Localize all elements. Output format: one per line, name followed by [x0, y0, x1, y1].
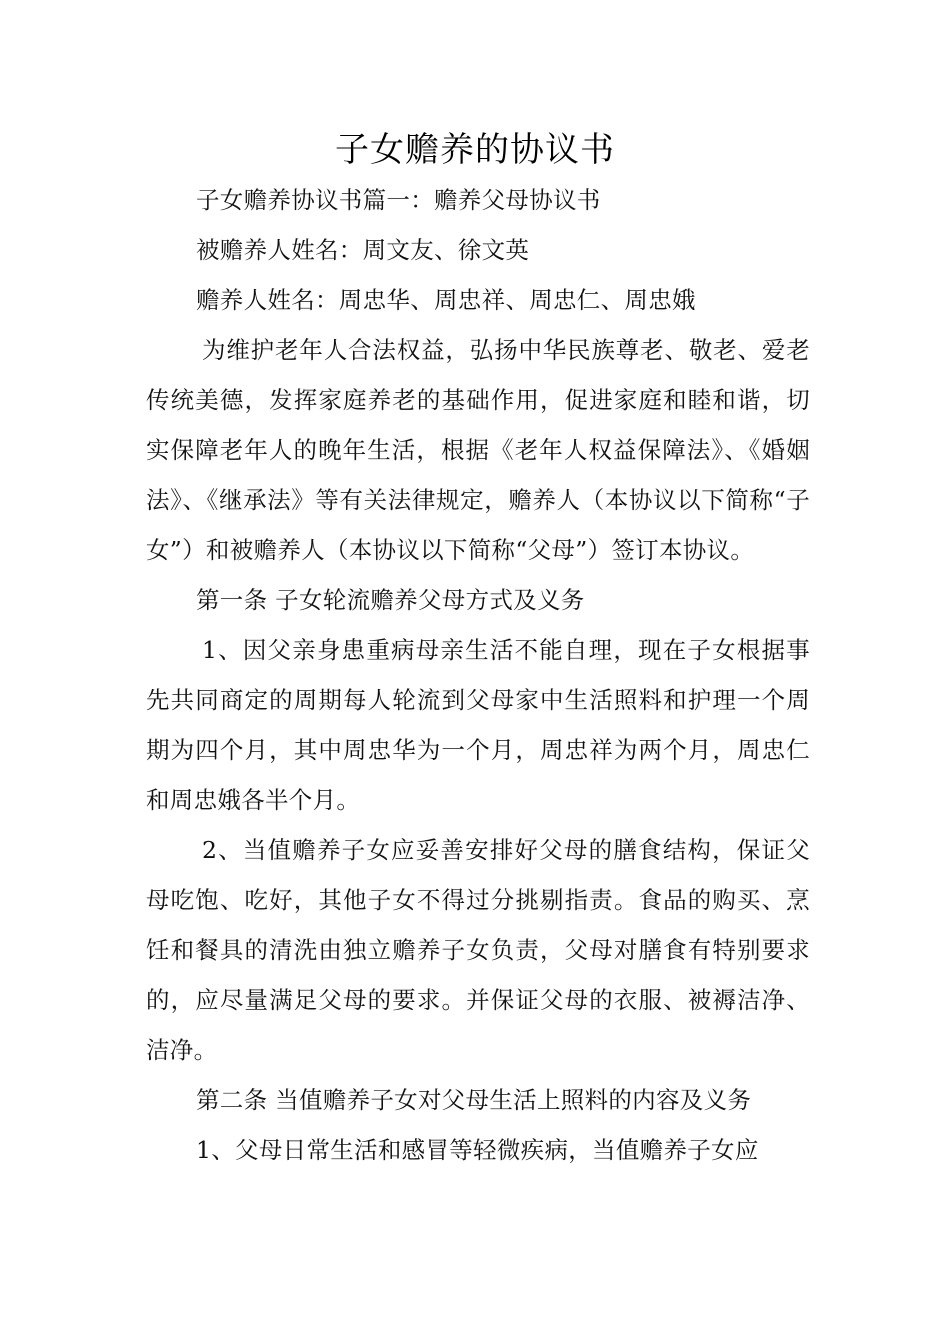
- document-title: 子女赡养的协议书: [335, 130, 615, 170]
- paragraph-subtitle: 子女赡养协议书篇一：赡养父母协议书: [196, 186, 601, 214]
- article-2-heading: 第二条 当值赡养子女对父母生活上照料的内容及义务: [196, 1086, 752, 1114]
- paragraph-supporters: 赡养人姓名：周忠华、周忠祥、周忠仁、周忠娥: [196, 286, 696, 314]
- paragraph-preamble: 为维护老年人合法权益，弘扬中华民族尊老、敬老、爱老传统美德，发挥家庭养老的基础作用，促进家庭和睦和谐，切实保障老年人的晚年生活，根据《老年人权益保障法》、《婚姻法》、《继承法》等有关法律规定，赡养人（本协议以下简称“子女”）和被赡养人（本协议以下简称“父母”）签订本协议。: [146, 336, 810, 564]
- document-body: [146, 175, 810, 1175]
- article-1-clause-1: 1、因父亲身患重病母亲生活不能自理，现在子女根据事先共同商定的周期每人轮流到父母家中生活照料和护理一个周期为四个月，其中周忠华为一个月，周忠祥为两个月，周忠仁和周忠娥各半个月。: [146, 636, 810, 814]
- paragraph-supported-persons: 被赡养人姓名：周文友、徐文英: [196, 236, 530, 264]
- article-1-clause-2: 2、当值赡养子女应妥善安排好父母的膳食结构，保证父母吃饱、吃好，其他子女不得过分挑剔指责。食品的购买、烹饪和餐具的清洗由独立赡养子女负责，父母对膳食有特别要求的，应尽量满足父母的要求。并保证父母的衣服、被褥洁净、洁净。: [146, 836, 810, 1064]
- article-2-clause-1: 1、父母日常生活和感冒等轻微疾病，当值赡养子女应: [196, 1136, 759, 1164]
- article-1-heading: 第一条 子女轮流赡养父母方式及义务: [196, 586, 585, 614]
